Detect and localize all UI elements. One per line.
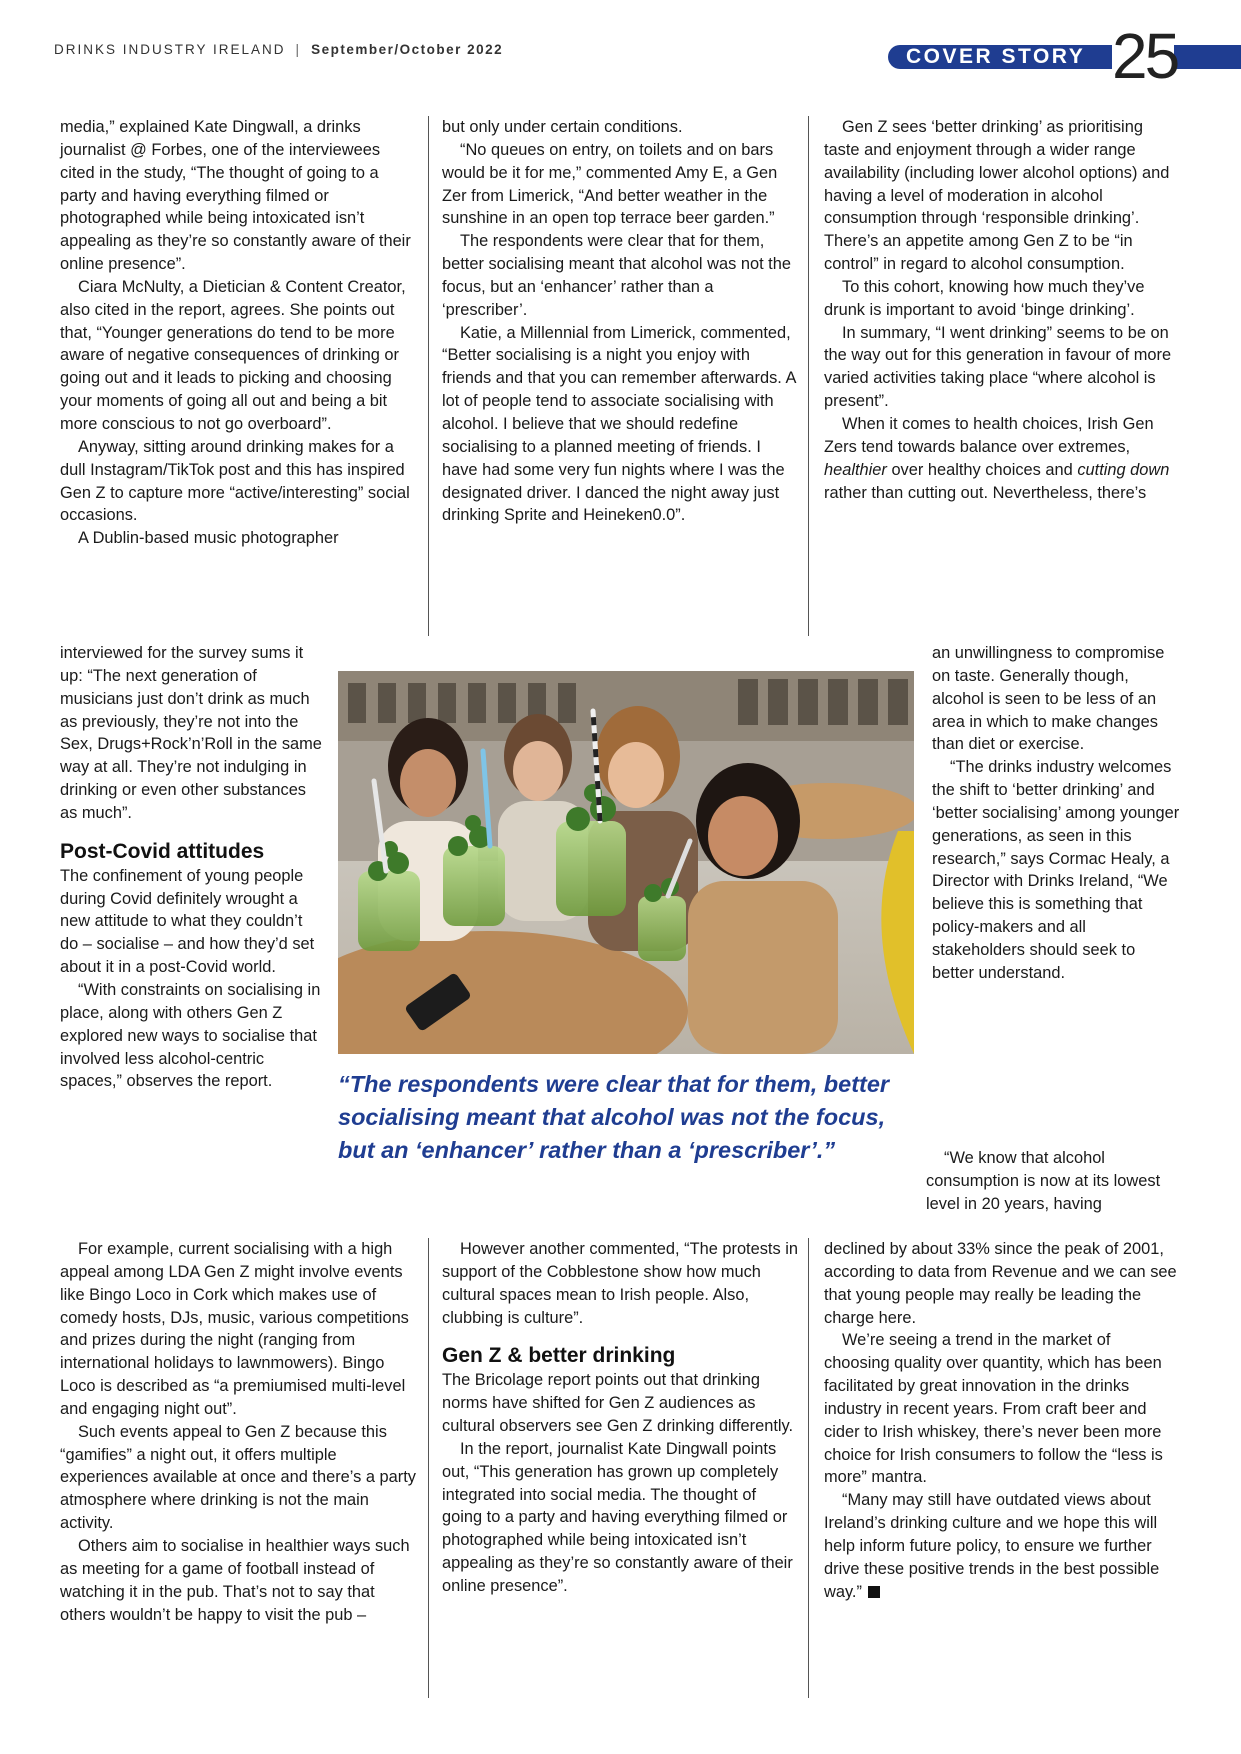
paragraph: In the report, journalist Kate Dingwall points out, “This generation has grown up completely integrated into social media. The thought of going to a party and having everything filmed or photographed while being intoxicated isn’t appealing as they’re so constantly aware of their online presence”. bbox=[442, 1439, 793, 1595]
publication-name: DRINKS INDUSTRY IRELAND bbox=[54, 42, 286, 57]
friends-toasting-mojitos-photo bbox=[338, 671, 914, 1054]
paragraph bbox=[824, 413, 1180, 504]
paragraph: “With constraints on socialising in place, along with others Gen Z explored new ways to socialise that involved less alcohol-centric spaces,” observes the report. bbox=[60, 980, 321, 1091]
column-1-top bbox=[60, 116, 418, 550]
paragraph: A Dublin-based music photographer bbox=[78, 529, 339, 548]
column-2-top bbox=[442, 116, 798, 527]
paragraph bbox=[824, 1489, 1180, 1603]
paragraph: media,” explained Kate Dingwall, a drinks journalist @ Forbes, one of the interviewees cited in the study, “The thought of going to a party and having everything filmed or photographed while being intoxicated isn’t appealing as they’re so constantly aware of their online presence”. bbox=[60, 118, 411, 274]
column-rule bbox=[428, 1238, 429, 1698]
end-of-article-mark bbox=[868, 1586, 880, 1598]
paragraph: Anyway, sitting around drinking makes for a dull Instagram/TikTok post and this has inspired Gen Z to capture more “active/interesting” social occasions. bbox=[60, 437, 410, 525]
paragraph: To this cohort, knowing how much they’ve drunk is important to avoid ‘binge drinking’. bbox=[824, 277, 1145, 319]
paragraph: declined by about 33% since the peak of 2001, according to data from Revenue and we can see that young people may really be leading the charge here. bbox=[824, 1240, 1177, 1327]
column-rule bbox=[428, 116, 429, 636]
text-run: When it comes to health choices, Irish Gen Zers tend towards balance over extremes, bbox=[824, 414, 1154, 456]
page-number: 25 bbox=[1112, 20, 1178, 92]
closing-quote-text: “Many may still have outdated views about Ireland’s drinking culture and we hope this will help inform future policy, to ensure we further drive these positive trends in the best possible way.” bbox=[824, 1491, 1160, 1601]
column-rule bbox=[808, 1238, 809, 1698]
header-separator: | bbox=[295, 42, 302, 57]
column-3-narrow bbox=[932, 642, 1180, 985]
paragraph: Gen Z sees ‘better drinking’ as prioritising taste and enjoyment through a wider range availability (including lower alcohol options) and having a level of moderation in alcohol consumption through ‘responsible drinking’. There’s an appetite among Gen Z to be “in control” in regard to alcohol consumption. bbox=[824, 118, 1170, 274]
paragraph: The respondents were clear that for them, better socialising meant that alcohol was not the focus, but an ‘enhancer’ rather than a ‘prescriber’. bbox=[442, 232, 791, 319]
emphasis: cutting down bbox=[1077, 460, 1170, 479]
paragraph: However another commented, “The protests in support of the Cobblestone show how much cultural spaces mean to Irish people. Also, clubbing is culture”. bbox=[442, 1240, 798, 1327]
paragraph: For example, current socialising with a high appeal among LDA Gen Z might involve events like Bingo Loco in Cork which makes use of comedy hosts, DJs, music, various competitions and prizes during the night (ranging from international holidays to lawnmowers). Bingo Loco is described as “a premiumised multi-level and engaging night out”. bbox=[60, 1240, 409, 1418]
subheading-gen-z-better-drinking: Gen Z & better drinking bbox=[442, 1344, 676, 1368]
paragraph: “No queues on entry, on toilets and on bars would be it for me,” commented Amy E, a Gen Zer from Limerick, “And better weather in the sunshine in an open top terrace beer garden.” bbox=[442, 140, 778, 228]
issue-date: September/October 2022 bbox=[311, 42, 504, 57]
paragraph: an unwillingness to compromise on taste. Generally though, alcohol is seen to be less of an area in which to make changes than diet or exercise. bbox=[932, 644, 1165, 754]
paragraph: “The drinks industry welcomes the shift to ‘better drinking’ and ‘better socialising’ among younger generations, as seen in this research,” says Cormac Healy, a Director with Drinks Ireland, “We believe this is something that policy-makers and all stakeholders should seek to better understand. bbox=[932, 758, 1180, 982]
column-3-top bbox=[824, 116, 1180, 504]
running-header bbox=[54, 42, 503, 57]
paragraph: The Bricolage report points out that drinking norms have shifted for Gen Z audiences as cultural observers see Gen Z drinking differently. bbox=[442, 1371, 794, 1436]
paragraph: “We know that alcohol consumption is now at its lowest level in 20 years, having bbox=[926, 1149, 1161, 1213]
paragraph: Ciara McNulty, a Dietician & Content Creator, also cited in the report, agrees. She points out that, “Younger generations do tend to be more aware of negative consequences of drinking or going out and it leads to picking and choosing your moments of going all out and being a bit more conscious to not go overboard”. bbox=[60, 277, 406, 433]
column-1-bottom bbox=[60, 1238, 418, 1626]
paragraph: In summary, “I went drinking” seems to be on the way out for this generation in favour of more varied activities taking place “where alcohol is present”. bbox=[824, 323, 1172, 411]
section-label: COVER STORY bbox=[906, 45, 1086, 68]
paragraph: Others aim to socialise in healthier ways such as meeting for a game of football instead of watching it in the pub. That’s not to say that others wouldn’t be happy to visit the pub – bbox=[60, 1536, 410, 1624]
column-2-bottom bbox=[442, 1238, 798, 1598]
column-3-bottom bbox=[824, 1238, 1180, 1604]
paragraph: but only under certain conditions. bbox=[442, 118, 683, 136]
column-3-narrow-lower bbox=[926, 1147, 1180, 1216]
column-rule bbox=[808, 116, 809, 636]
subheading-post-covid: Post-Covid attitudes bbox=[60, 839, 265, 863]
text-run: over healthy choices and bbox=[891, 460, 1073, 479]
text-run: rather than cutting out. Nevertheless, there’s bbox=[824, 483, 1147, 502]
emphasis: healthier bbox=[824, 460, 887, 479]
pull-quote: “The respondents were clear that for them, better socialising meant that alcohol was not the focus, but an ‘enhancer’ rather than a ‘prescriber’.” bbox=[338, 1071, 890, 1163]
paragraph: interviewed for the survey sums it up: “The next generation of musicians just don’t drink as much as previously, they’re not into the Sex, Drugs+Rock’n’Roll in the same way at all. They’re not indulging in drinking or even other substances as much”. bbox=[60, 644, 322, 822]
paragraph: Such events appeal to Gen Z because this “gamifies” a night out, it offers multiple experiences available at once and there’s a party atmosphere where drinking is not the main activity. bbox=[60, 1422, 416, 1533]
paragraph: The confinement of young people during Covid definitely wrought a new attitude to what they couldn’t do – socialise – and how they’d set about it in a post-Covid world. bbox=[60, 866, 315, 977]
paragraph: Katie, a Millennial from Limerick, commented, “Better socialising is a night you enjoy with friends and that you can remember afterwards. A lot of people tend to associate socialising with alcohol. I believe that we should redefine socialising to a planned meeting of friends. I have had some very fun nights where I was the designated driver. I danced the night away just drinking Sprite and Heineken0.0”. bbox=[442, 323, 796, 525]
column-1-narrow bbox=[60, 642, 322, 1093]
article-photo bbox=[338, 671, 914, 1054]
paragraph: We’re seeing a trend in the market of choosing quality over quantity, which has been facilitated by great innovation in the drinks industry in recent years. From craft beer and cider to Irish whiskey, there’s never been more choice for Irish consumers to follow the “less is more” mantra. bbox=[824, 1331, 1163, 1487]
